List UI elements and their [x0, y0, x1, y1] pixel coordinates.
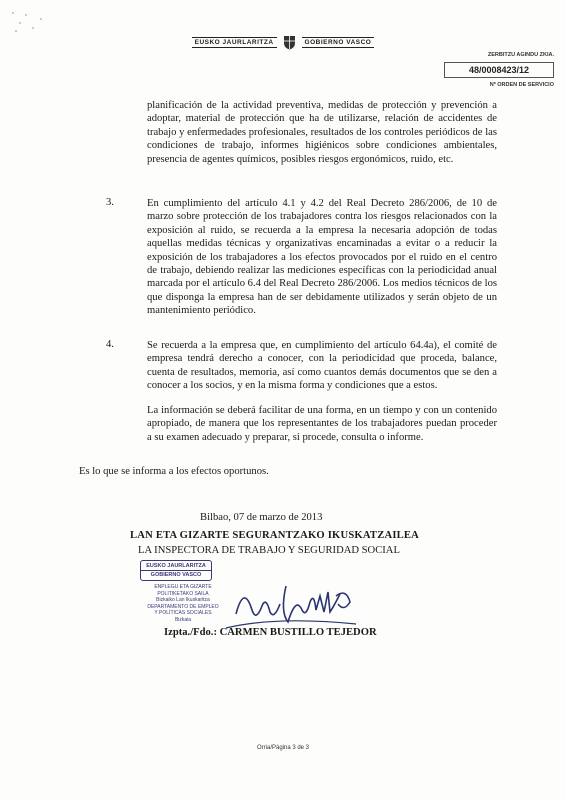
order-number: 48/0008423/12 [444, 62, 554, 78]
item-4-text-2: La información se deberá facilitar de una forma, en un tiempo y con un contenido apropiado, de manera que los representantes de los trabajadores puedan proceder a su examen adecuado y preparar, si procede, consulta o informe. [147, 405, 497, 443]
gov-name-right: GOBIERNO VASCO [302, 37, 375, 48]
signer-title-es: LA INSPECTORA DE TRABAJO Y SEGURIDAD SOCIAL [138, 545, 400, 556]
coat-of-arms-icon [283, 35, 296, 50]
government-header [0, 31, 566, 50]
order-label-eu: ZERBITZU AGINDU ZKIA. [487, 52, 554, 58]
stamp-lines: ENPLEGU ETA GIZARTE POLITIKETAKO SAILA Bizkaiko Lan Ikuskaritza DEPARTAMENTO DE EMPLEO Y POLÍTICAS SOCIALES Bizkaia [147, 584, 219, 623]
item-4-number: 4. [106, 339, 114, 350]
handwritten-signature [216, 566, 366, 636]
signer-title-eu: LAN ETA GIZARTE SEGURANTZAKO IKUSKATZAILEA [130, 530, 420, 541]
gov-name-left: EUSKO JAURLARITZA [192, 37, 277, 48]
stamp-box: EUSKO JAURLARITZA GOBIERNO VASCO [140, 560, 212, 581]
page-footer: Orria/Página 3 de 3 [256, 745, 310, 751]
closing-line: Es lo que se informa a los efectos oportunos. [79, 466, 269, 477]
signature-date: Bilbao, 07 de marzo de 2013 [200, 512, 323, 523]
signed-by: Izpta./Fdo.: CARMEN BUSTILLO TEJEDOR [164, 627, 377, 638]
order-label-es: Nº ORDEN DE SERVICIO [489, 82, 554, 88]
item-4-text: Se recuerda a la empresa que, en cumplimiento del artículo 64.4a), el comité de empresa tendrá derecho a conocer, con la periodicidad que proceda, balance, cuenta de resultados, memoria, así como cuantos demás documentos que se den a conocer a los socios, y en la misma forma y condiciones que a estos. [147, 340, 497, 392]
continued-paragraph: planificación de la actividad preventiva, medidas de protección y prevención a adoptar, material de protección que ha de utilizarse, relación de accidentes de trabajo y enfermedades profesionales, resultados de los controles periódicos de las condiciones de trabajo, informes higiénicos sobre condiciones ambientales, presencia de agentes químicos, posibles riesgos ergonómicos, ruido, etc. [147, 100, 497, 165]
item-3-text: En cumplimiento del artículo 4.1 y 4.2 del Real Decreto 286/2006, de 10 de marzo sobre protección de los trabajadores contra los riesgos relacionados con la exposición al ruido, se recuerda a la empresa la necesaria adopción de todas aquellas medidas técnicas y organizativas encaminadas a evitar o a reducir la exposición de los trabajadores a los efectos provocados por el ruido en el centro de trabajo, debiendo realizar las mediciones específicas con la periodicidad anual marcada por el artículo 6.4 del Real Decreto 286/2006. Los medios técnicos de los que disponga la empresa han de ser debidamente utilizados y serán objeto de un mantenimiento periódico. [147, 198, 497, 317]
item-3-number: 3. [106, 197, 114, 208]
service-order-box [436, 52, 554, 88]
